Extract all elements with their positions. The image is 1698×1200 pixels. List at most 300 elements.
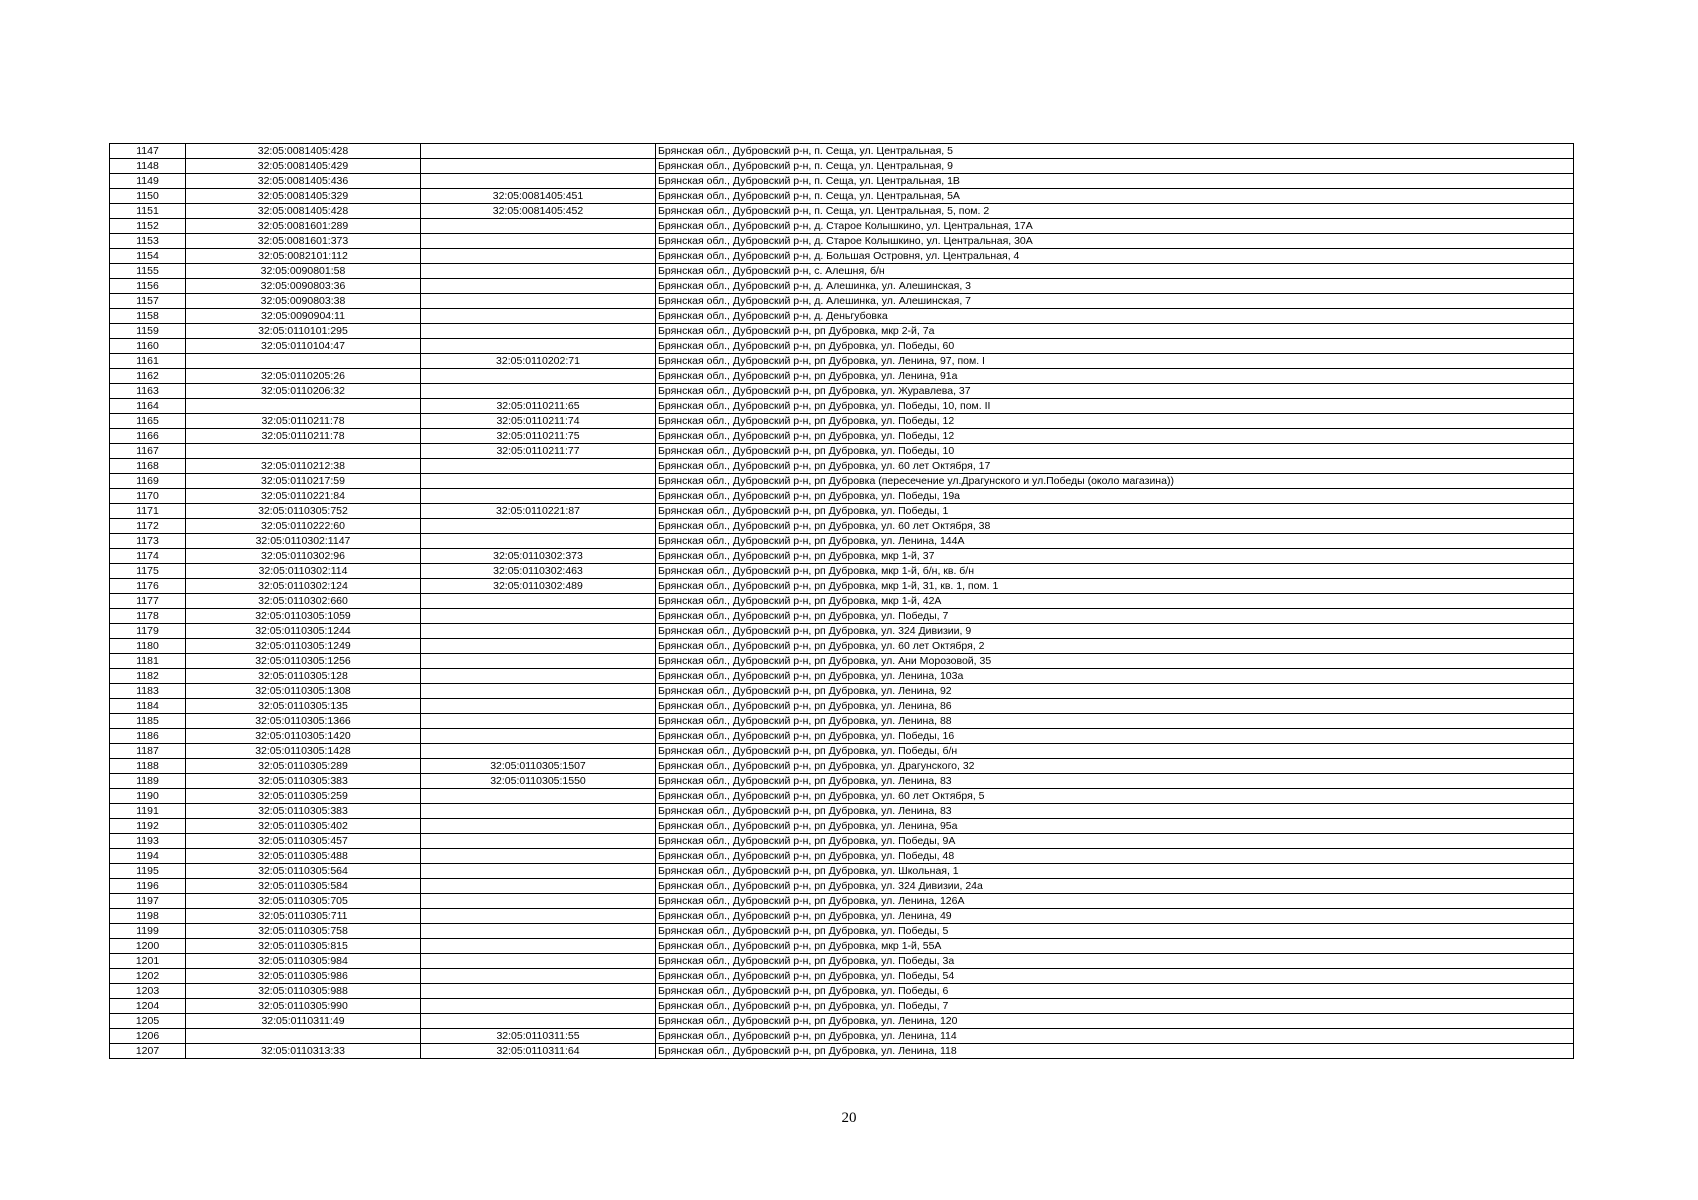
related-cadastral-number-cell xyxy=(421,984,656,999)
address-cell: Брянская обл., Дубровский р-н, п. Сеща, ул. Центральная, 5А xyxy=(656,189,1574,204)
cadastral-number-cell: 32:05:0110305:584 xyxy=(186,879,421,894)
cadastral-number-cell: 32:05:0110211:78 xyxy=(186,414,421,429)
table-row xyxy=(110,264,1574,279)
related-cadastral-number-cell xyxy=(421,459,656,474)
row-number-cell: 1150 xyxy=(110,189,186,204)
row-number-cell: 1189 xyxy=(110,774,186,789)
related-cadastral-number-cell xyxy=(421,894,656,909)
row-number-cell: 1205 xyxy=(110,1014,186,1029)
related-cadastral-number-cell xyxy=(421,639,656,654)
row-number-cell: 1191 xyxy=(110,804,186,819)
cadastral-number-cell: 32:05:0081405:436 xyxy=(186,174,421,189)
row-number-cell: 1164 xyxy=(110,399,186,414)
table-row xyxy=(110,489,1574,504)
row-number-cell: 1157 xyxy=(110,294,186,309)
cadastral-number-cell xyxy=(186,1029,421,1044)
table-row xyxy=(110,699,1574,714)
related-cadastral-number-cell xyxy=(421,279,656,294)
cadastral-number-cell: 32:05:0110305:1428 xyxy=(186,744,421,759)
table-row xyxy=(110,654,1574,669)
row-number-cell: 1176 xyxy=(110,579,186,594)
table-row xyxy=(110,189,1574,204)
table-row xyxy=(110,414,1574,429)
cadastral-number-cell: 32:05:0110222:60 xyxy=(186,519,421,534)
related-cadastral-number-cell xyxy=(421,219,656,234)
address-cell: Брянская обл., Дубровский р-н, рп Дубровка, мкр 2-й, 7а xyxy=(656,324,1574,339)
table-row xyxy=(110,759,1574,774)
table-row xyxy=(110,204,1574,219)
related-cadastral-number-cell: 32:05:0081405:452 xyxy=(421,204,656,219)
address-cell: Брянская обл., Дубровский р-н, рп Дубровка, ул. 324 Дивизии, 9 xyxy=(656,624,1574,639)
row-number-cell: 1161 xyxy=(110,354,186,369)
address-cell: Брянская обл., Дубровский р-н, рп Дубровка, ул. Победы, 7 xyxy=(656,609,1574,624)
address-cell: Брянская обл., Дубровский р-н, рп Дубровка, ул. Победы, 3а xyxy=(656,954,1574,969)
table-row xyxy=(110,1029,1574,1044)
cadastral-number-cell: 32:05:0110104:47 xyxy=(186,339,421,354)
related-cadastral-number-cell xyxy=(421,234,656,249)
cadastral-number-cell: 32:05:0110305:988 xyxy=(186,984,421,999)
address-cell: Брянская обл., Дубровский р-н, рп Дубровка, ул. Победы, 60 xyxy=(656,339,1574,354)
related-cadastral-number-cell xyxy=(421,519,656,534)
address-cell: Брянская обл., Дубровский р-н, рп Дубровка, ул. Победы, 16 xyxy=(656,729,1574,744)
address-cell: Брянская обл., Дубровский р-н, рп Дубровка, ул. Победы, 7 xyxy=(656,999,1574,1014)
related-cadastral-number-cell xyxy=(421,384,656,399)
address-cell: Брянская обл., Дубровский р-н, рп Дубровка, мкр 1-й, 55А xyxy=(656,939,1574,954)
cadastral-number-cell: 32:05:0110305:1249 xyxy=(186,639,421,654)
address-cell: Брянская обл., Дубровский р-н, рп Дубровка, ул. Победы, 19а xyxy=(656,489,1574,504)
row-number-cell: 1202 xyxy=(110,969,186,984)
related-cadastral-number-cell xyxy=(421,489,656,504)
cadastral-number-cell: 32:05:0110305:128 xyxy=(186,669,421,684)
table-row xyxy=(110,339,1574,354)
table-row xyxy=(110,804,1574,819)
cadastral-number-cell: 32:05:0110305:815 xyxy=(186,939,421,954)
table-row xyxy=(110,519,1574,534)
cadastral-number-cell: 32:05:0110305:135 xyxy=(186,699,421,714)
table-row xyxy=(110,669,1574,684)
address-cell: Брянская обл., Дубровский р-н, п. Сеща, ул. Центральная, 5, пом. 2 xyxy=(656,204,1574,219)
table-row xyxy=(110,879,1574,894)
related-cadastral-number-cell xyxy=(421,909,656,924)
related-cadastral-number-cell: 32:05:0110302:373 xyxy=(421,549,656,564)
table-row xyxy=(110,564,1574,579)
address-cell: Брянская обл., Дубровский р-н, рп Дубровка, ул. Победы, 6 xyxy=(656,984,1574,999)
cadastral-number-cell: 32:05:0110101:295 xyxy=(186,324,421,339)
address-cell: Брянская обл., Дубровский р-н, рп Дубровка (пересечение ул.Драгунского и ул.Победы (около магазина)) xyxy=(656,474,1574,489)
table-row xyxy=(110,354,1574,369)
row-number-cell: 1174 xyxy=(110,549,186,564)
cadastral-number-cell: 32:05:0110305:1366 xyxy=(186,714,421,729)
address-cell: Брянская обл., Дубровский р-н, рп Дубровка, ул. Журавлева, 37 xyxy=(656,384,1574,399)
row-number-cell: 1173 xyxy=(110,534,186,549)
address-cell: Брянская обл., Дубровский р-н, рп Дубровка, ул. 60 лет Октября, 5 xyxy=(656,789,1574,804)
table-row xyxy=(110,984,1574,999)
table-row xyxy=(110,609,1574,624)
cadastral-number-cell: 32:05:0110305:705 xyxy=(186,894,421,909)
related-cadastral-number-cell xyxy=(421,174,656,189)
row-number-cell: 1167 xyxy=(110,444,186,459)
related-cadastral-number-cell xyxy=(421,594,656,609)
row-number-cell: 1187 xyxy=(110,744,186,759)
cadastral-number-cell: 32:05:0110211:78 xyxy=(186,429,421,444)
row-number-cell: 1149 xyxy=(110,174,186,189)
related-cadastral-number-cell: 32:05:0110202:71 xyxy=(421,354,656,369)
table-row xyxy=(110,864,1574,879)
address-cell: Брянская обл., Дубровский р-н, д. Деньгубовка xyxy=(656,309,1574,324)
related-cadastral-number-cell: 32:05:0110305:1507 xyxy=(421,759,656,774)
related-cadastral-number-cell xyxy=(421,939,656,954)
cadastral-number-cell: 32:05:0110221:84 xyxy=(186,489,421,504)
row-number-cell: 1195 xyxy=(110,864,186,879)
table-row xyxy=(110,594,1574,609)
table-row xyxy=(110,459,1574,474)
address-cell: Брянская обл., Дубровский р-н, рп Дубровка, ул. Ленина, 120 xyxy=(656,1014,1574,1029)
table-row xyxy=(110,429,1574,444)
address-cell: Брянская обл., Дубровский р-н, рп Дубровка, ул. Победы, 1 xyxy=(656,504,1574,519)
cadastral-number-cell: 32:05:0110305:402 xyxy=(186,819,421,834)
related-cadastral-number-cell xyxy=(421,879,656,894)
row-number-cell: 1175 xyxy=(110,564,186,579)
row-number-cell: 1177 xyxy=(110,594,186,609)
related-cadastral-number-cell: 32:05:0110211:75 xyxy=(421,429,656,444)
related-cadastral-number-cell xyxy=(421,159,656,174)
row-number-cell: 1196 xyxy=(110,879,186,894)
row-number-cell: 1186 xyxy=(110,729,186,744)
row-number-cell: 1200 xyxy=(110,939,186,954)
related-cadastral-number-cell xyxy=(421,1014,656,1029)
address-cell: Брянская обл., Дубровский р-н, рп Дубровка, ул. Ленина, 49 xyxy=(656,909,1574,924)
row-number-cell: 1166 xyxy=(110,429,186,444)
cadastral-number-cell: 32:05:0110305:986 xyxy=(186,969,421,984)
address-cell: Брянская обл., Дубровский р-н, рп Дубровка, ул. Победы, 5 xyxy=(656,924,1574,939)
row-number-cell: 1184 xyxy=(110,699,186,714)
row-number-cell: 1190 xyxy=(110,789,186,804)
cadastral-number-cell xyxy=(186,399,421,414)
cadastral-number-cell: 32:05:0110302:1147 xyxy=(186,534,421,549)
address-cell: Брянская обл., Дубровский р-н, рп Дубровка, мкр 1-й, 42А xyxy=(656,594,1574,609)
table-row xyxy=(110,969,1574,984)
table-row xyxy=(110,159,1574,174)
cadastral-number-cell: 32:05:0110305:457 xyxy=(186,834,421,849)
table-row xyxy=(110,279,1574,294)
address-cell: Брянская обл., Дубровский р-н, д. Большая Островня, ул. Центральная, 4 xyxy=(656,249,1574,264)
row-number-cell: 1163 xyxy=(110,384,186,399)
related-cadastral-number-cell xyxy=(421,609,656,624)
address-cell: Брянская обл., Дубровский р-н, рп Дубровка, ул. Ленина, 83 xyxy=(656,804,1574,819)
table-row xyxy=(110,639,1574,654)
row-number-cell: 1172 xyxy=(110,519,186,534)
row-number-cell: 1207 xyxy=(110,1044,186,1059)
row-number-cell: 1156 xyxy=(110,279,186,294)
row-number-cell: 1182 xyxy=(110,669,186,684)
cadastral-number-cell: 32:05:0081601:289 xyxy=(186,219,421,234)
related-cadastral-number-cell: 32:05:0110305:1550 xyxy=(421,774,656,789)
cadastral-number-cell: 32:05:0110305:1256 xyxy=(186,654,421,669)
address-cell: Брянская обл., Дубровский р-н, с. Алешня, б/н xyxy=(656,264,1574,279)
address-cell: Брянская обл., Дубровский р-н, рп Дубровка, мкр 1-й, 31, кв. 1, пом. 1 xyxy=(656,579,1574,594)
cadastral-number-cell: 32:05:0110311:49 xyxy=(186,1014,421,1029)
table-row xyxy=(110,444,1574,459)
address-cell: Брянская обл., Дубровский р-н, д. Старое Колышкино, ул. Центральная, 30А xyxy=(656,234,1574,249)
table-row xyxy=(110,294,1574,309)
address-cell: Брянская обл., Дубровский р-н, рп Дубровка, ул. Победы, 10, пом. II xyxy=(656,399,1574,414)
address-cell: Брянская обл., Дубровский р-н, п. Сеща, ул. Центральная, 5 xyxy=(656,144,1574,159)
row-number-cell: 1159 xyxy=(110,324,186,339)
table-row xyxy=(110,234,1574,249)
related-cadastral-number-cell xyxy=(421,294,656,309)
cadastral-number-cell xyxy=(186,354,421,369)
table-row xyxy=(110,954,1574,969)
cadastral-number-cell: 32:05:0110305:990 xyxy=(186,999,421,1014)
row-number-cell: 1193 xyxy=(110,834,186,849)
row-number-cell: 1198 xyxy=(110,909,186,924)
related-cadastral-number-cell xyxy=(421,339,656,354)
table-row xyxy=(110,549,1574,564)
address-cell: Брянская обл., Дубровский р-н, рп Дубровка, ул. Победы, 48 xyxy=(656,849,1574,864)
address-cell: Брянская обл., Дубровский р-н, рп Дубровка, ул. Ленина, 126А xyxy=(656,894,1574,909)
cadastral-number-cell: 32:05:0110212:38 xyxy=(186,459,421,474)
row-number-cell: 1158 xyxy=(110,309,186,324)
cadastral-number-cell: 32:05:0081601:373 xyxy=(186,234,421,249)
row-number-cell: 1183 xyxy=(110,684,186,699)
related-cadastral-number-cell xyxy=(421,744,656,759)
cadastral-number-cell: 32:05:0110302:660 xyxy=(186,594,421,609)
related-cadastral-number-cell: 32:05:0110211:65 xyxy=(421,399,656,414)
row-number-cell: 1201 xyxy=(110,954,186,969)
address-cell: Брянская обл., Дубровский р-н, рп Дубровка, ул. Ленина, 86 xyxy=(656,699,1574,714)
cadastral-number-cell: 32:05:0081405:428 xyxy=(186,144,421,159)
address-cell: Брянская обл., Дубровский р-н, рп Дубровка, ул. Ленина, 83 xyxy=(656,774,1574,789)
address-cell: Брянская обл., Дубровский р-н, рп Дубровка, ул. Ленина, 91а xyxy=(656,369,1574,384)
cadastral-number-cell xyxy=(186,444,421,459)
related-cadastral-number-cell xyxy=(421,729,656,744)
related-cadastral-number-cell xyxy=(421,789,656,804)
address-cell: Брянская обл., Дубровский р-н, рп Дубровка, ул. Ленина, 114 xyxy=(656,1029,1574,1044)
address-cell: Брянская обл., Дубровский р-н, рп Дубровка, ул. 324 Дивизии, 24а xyxy=(656,879,1574,894)
cadastral-number-cell: 32:05:0081405:428 xyxy=(186,204,421,219)
property-register-table xyxy=(109,143,1574,1059)
table-row xyxy=(110,744,1574,759)
related-cadastral-number-cell xyxy=(421,309,656,324)
cadastral-number-cell: 32:05:0110305:383 xyxy=(186,774,421,789)
table-row xyxy=(110,324,1574,339)
related-cadastral-number-cell xyxy=(421,804,656,819)
address-cell: Брянская обл., Дубровский р-н, рп Дубровка, мкр 1-й, 37 xyxy=(656,549,1574,564)
row-number-cell: 1154 xyxy=(110,249,186,264)
related-cadastral-number-cell xyxy=(421,654,656,669)
page-number: 20 xyxy=(841,1110,857,1126)
cadastral-number-cell: 32:05:0110305:1308 xyxy=(186,684,421,699)
cadastral-number-cell: 32:05:0110305:564 xyxy=(186,864,421,879)
row-number-cell: 1204 xyxy=(110,999,186,1014)
row-number-cell: 1180 xyxy=(110,639,186,654)
related-cadastral-number-cell xyxy=(421,819,656,834)
cadastral-number-cell: 32:05:0110217:59 xyxy=(186,474,421,489)
related-cadastral-number-cell xyxy=(421,714,656,729)
row-number-cell: 1171 xyxy=(110,504,186,519)
related-cadastral-number-cell: 32:05:0110311:55 xyxy=(421,1029,656,1044)
address-cell: Брянская обл., Дубровский р-н, рп Дубровка, ул. 60 лет Октября, 17 xyxy=(656,459,1574,474)
row-number-cell: 1178 xyxy=(110,609,186,624)
address-cell: Брянская обл., Дубровский р-н, рп Дубровка, ул. Победы, б/н xyxy=(656,744,1574,759)
table-row xyxy=(110,1014,1574,1029)
address-cell: Брянская обл., Дубровский р-н, п. Сеща, ул. Центральная, 1В xyxy=(656,174,1574,189)
row-number-cell: 1188 xyxy=(110,759,186,774)
row-number-cell: 1194 xyxy=(110,849,186,864)
register-table-body xyxy=(110,144,1574,1059)
row-number-cell: 1165 xyxy=(110,414,186,429)
cadastral-number-cell: 32:05:0110305:488 xyxy=(186,849,421,864)
row-number-cell: 1185 xyxy=(110,714,186,729)
address-cell: Брянская обл., Дубровский р-н, рп Дубровка, ул. Победы, 9А xyxy=(656,834,1574,849)
address-cell: Брянская обл., Дубровский р-н, рп Дубровка, ул. Ленина, 103а xyxy=(656,669,1574,684)
address-cell: Брянская обл., Дубровский р-н, рп Дубровка, ул. Драгунского, 32 xyxy=(656,759,1574,774)
address-cell: Брянская обл., Дубровский р-н, рп Дубровка, ул. Победы, 12 xyxy=(656,414,1574,429)
row-number-cell: 1160 xyxy=(110,339,186,354)
table-row xyxy=(110,399,1574,414)
address-cell: Брянская обл., Дубровский р-н, рп Дубровка, ул. Ленина, 88 xyxy=(656,714,1574,729)
table-row xyxy=(110,504,1574,519)
related-cadastral-number-cell xyxy=(421,369,656,384)
related-cadastral-number-cell xyxy=(421,684,656,699)
cadastral-number-cell: 32:05:0110305:1420 xyxy=(186,729,421,744)
table-row xyxy=(110,834,1574,849)
related-cadastral-number-cell xyxy=(421,954,656,969)
related-cadastral-number-cell: 32:05:0110211:74 xyxy=(421,414,656,429)
address-cell: Брянская обл., Дубровский р-н, д. Алешинка, ул. Алешинская, 7 xyxy=(656,294,1574,309)
cadastral-number-cell: 32:05:0090803:38 xyxy=(186,294,421,309)
address-cell: Брянская обл., Дубровский р-н, п. Сеща, ул. Центральная, 9 xyxy=(656,159,1574,174)
row-number-cell: 1152 xyxy=(110,219,186,234)
cadastral-number-cell: 32:05:0110305:259 xyxy=(186,789,421,804)
cadastral-number-cell: 32:05:0110206:32 xyxy=(186,384,421,399)
related-cadastral-number-cell xyxy=(421,534,656,549)
table-row xyxy=(110,909,1574,924)
cadastral-number-cell: 32:05:0110205:26 xyxy=(186,369,421,384)
cadastral-number-cell: 32:05:0110305:711 xyxy=(186,909,421,924)
table-row xyxy=(110,684,1574,699)
row-number-cell: 1203 xyxy=(110,984,186,999)
related-cadastral-number-cell xyxy=(421,264,656,279)
cadastral-number-cell: 32:05:0110313:33 xyxy=(186,1044,421,1059)
table-row xyxy=(110,999,1574,1014)
related-cadastral-number-cell: 32:05:0110311:64 xyxy=(421,1044,656,1059)
table-row xyxy=(110,924,1574,939)
row-number-cell: 1192 xyxy=(110,819,186,834)
related-cadastral-number-cell xyxy=(421,474,656,489)
table-row xyxy=(110,369,1574,384)
table-row xyxy=(110,249,1574,264)
table-row xyxy=(110,384,1574,399)
table-row xyxy=(110,624,1574,639)
cadastral-number-cell: 32:05:0081405:429 xyxy=(186,159,421,174)
address-cell: Брянская обл., Дубровский р-н, д. Алешинка, ул. Алешинская, 3 xyxy=(656,279,1574,294)
address-cell: Брянская обл., Дубровский р-н, рп Дубровка, мкр 1-й, б/н, кв. б/н xyxy=(656,564,1574,579)
related-cadastral-number-cell xyxy=(421,969,656,984)
cadastral-number-cell: 32:05:0110305:758 xyxy=(186,924,421,939)
address-cell: Брянская обл., Дубровский р-н, д. Старое Колышкино, ул. Центральная, 17А xyxy=(656,219,1574,234)
table-row xyxy=(110,144,1574,159)
related-cadastral-number-cell xyxy=(421,999,656,1014)
table-row xyxy=(110,729,1574,744)
address-cell: Брянская обл., Дубровский р-н, рп Дубровка, ул. Ленина, 97, пом. I xyxy=(656,354,1574,369)
row-number-cell: 1168 xyxy=(110,459,186,474)
row-number-cell: 1151 xyxy=(110,204,186,219)
row-number-cell: 1170 xyxy=(110,489,186,504)
related-cadastral-number-cell: 32:05:0110302:489 xyxy=(421,579,656,594)
related-cadastral-number-cell xyxy=(421,624,656,639)
cadastral-number-cell: 32:05:0090801:58 xyxy=(186,264,421,279)
row-number-cell: 1206 xyxy=(110,1029,186,1044)
table-row xyxy=(110,774,1574,789)
address-cell: Брянская обл., Дубровский р-н, рп Дубровка, ул. Победы, 10 xyxy=(656,444,1574,459)
related-cadastral-number-cell xyxy=(421,669,656,684)
table-row xyxy=(110,474,1574,489)
cadastral-number-cell: 32:05:0110302:124 xyxy=(186,579,421,594)
cadastral-number-cell: 32:05:0110305:1244 xyxy=(186,624,421,639)
related-cadastral-number-cell: 32:05:0110302:463 xyxy=(421,564,656,579)
related-cadastral-number-cell xyxy=(421,834,656,849)
table-row xyxy=(110,174,1574,189)
table-row xyxy=(110,1044,1574,1059)
table-row xyxy=(110,534,1574,549)
cadastral-number-cell: 32:05:0110302:114 xyxy=(186,564,421,579)
cadastral-number-cell: 32:05:0090803:36 xyxy=(186,279,421,294)
cadastral-number-cell: 32:05:0110305:984 xyxy=(186,954,421,969)
address-cell: Брянская обл., Дубровский р-н, рп Дубровка, ул. Победы, 12 xyxy=(656,429,1574,444)
cadastral-number-cell: 32:05:0081405:329 xyxy=(186,189,421,204)
row-number-cell: 1169 xyxy=(110,474,186,489)
row-number-cell: 1147 xyxy=(110,144,186,159)
row-number-cell: 1179 xyxy=(110,624,186,639)
related-cadastral-number-cell xyxy=(421,249,656,264)
cadastral-number-cell: 32:05:0090904:11 xyxy=(186,309,421,324)
row-number-cell: 1162 xyxy=(110,369,186,384)
row-number-cell: 1181 xyxy=(110,654,186,669)
table-row xyxy=(110,939,1574,954)
row-number-cell: 1155 xyxy=(110,264,186,279)
related-cadastral-number-cell xyxy=(421,924,656,939)
row-number-cell: 1148 xyxy=(110,159,186,174)
address-cell: Брянская обл., Дубровский р-н, рп Дубровка, ул. Школьная, 1 xyxy=(656,864,1574,879)
address-cell: Брянская обл., Дубровский р-н, рп Дубровка, ул. Ленина, 95а xyxy=(656,819,1574,834)
table-row xyxy=(110,894,1574,909)
cadastral-number-cell: 32:05:0110305:752 xyxy=(186,504,421,519)
table-row xyxy=(110,789,1574,804)
row-number-cell: 1153 xyxy=(110,234,186,249)
related-cadastral-number-cell xyxy=(421,699,656,714)
cadastral-number-cell: 32:05:0082101:112 xyxy=(186,249,421,264)
cadastral-number-cell: 32:05:0110302:96 xyxy=(186,549,421,564)
address-cell: Брянская обл., Дубровский р-н, рп Дубровка, ул. 60 лет Октября, 38 xyxy=(656,519,1574,534)
table-row xyxy=(110,714,1574,729)
address-cell: Брянская обл., Дубровский р-н, рп Дубровка, ул. Ленина, 144А xyxy=(656,534,1574,549)
related-cadastral-number-cell: 32:05:0110211:77 xyxy=(421,444,656,459)
address-cell: Брянская обл., Дубровский р-н, рп Дубровка, ул. Ани Морозовой, 35 xyxy=(656,654,1574,669)
address-cell: Брянская обл., Дубровский р-н, рп Дубровка, ул. Ленина, 92 xyxy=(656,684,1574,699)
table-row xyxy=(110,849,1574,864)
related-cadastral-number-cell: 32:05:0081405:451 xyxy=(421,189,656,204)
related-cadastral-number-cell xyxy=(421,144,656,159)
row-number-cell: 1199 xyxy=(110,924,186,939)
table-row xyxy=(110,309,1574,324)
cadastral-number-cell: 32:05:0110305:383 xyxy=(186,804,421,819)
address-cell: Брянская обл., Дубровский р-н, рп Дубровка, ул. Победы, 54 xyxy=(656,969,1574,984)
cadastral-number-cell: 32:05:0110305:1059 xyxy=(186,609,421,624)
related-cadastral-number-cell xyxy=(421,324,656,339)
address-cell: Брянская обл., Дубровский р-н, рп Дубровка, ул. 60 лет Октября, 2 xyxy=(656,639,1574,654)
table-row xyxy=(110,819,1574,834)
